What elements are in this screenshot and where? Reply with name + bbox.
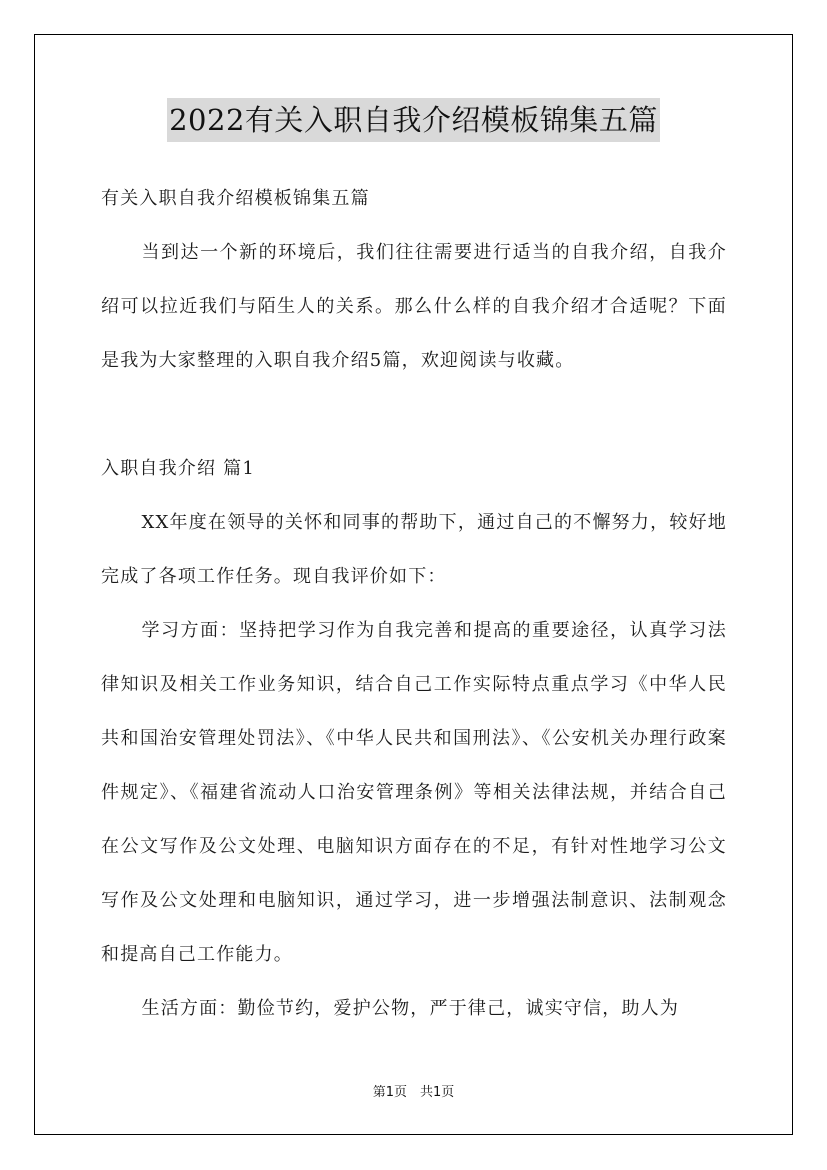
body-paragraph: XX年度在领导的关怀和同事的帮助下，通过自己的不懈努力，较好地完成了各项工作任务。现自我评价如下： (101, 512, 727, 587)
intro-paragraph: 当到达一个新的环境后，我们往往需要进行适当的自我介绍，自我介绍可以拉近我们与陌生人的关系。那么什么样的自我介绍才合适呢？下面是我为大家整理的入职自我介绍5篇，欢迎阅读与收藏。 (101, 242, 727, 371)
life-paragraph: 生活方面：勤俭节约，爱护公物，严于律己，诚实守信，助人为 (141, 998, 680, 1019)
title-container (0, 98, 827, 142)
page-number-footer: 第1页 共1页 (372, 1085, 455, 1100)
paragraph-spacer (101, 388, 727, 442)
document-subtitle: 有关入职自我介绍模板锦集五篇 (101, 188, 370, 209)
study-paragraph: 学习方面：坚持把学习作为自我完善和提高的重要途径，认真学习法律知识及相关工作业务知识，结合自己工作实际特点重点学习《中华人民共和国治安管理处罚法》、《中华人民共和国刑法》、《公安机关办理行政案件规定》、《福建省流动人口治安管理条例》等相关法律法规，并结合自己在公文写作及公文处理、电脑知识方面存在的不足，有针对性地学习公文写作及公文处理和电脑知识，通过学习，进一步增强法制意识、法制观念和提高自己工作能力。 (101, 620, 727, 965)
document-body (101, 172, 727, 1036)
document-title: 2022有关入职自我介绍模板锦集五篇 (167, 98, 660, 142)
section-heading: 入职自我介绍 篇1 (101, 458, 255, 479)
